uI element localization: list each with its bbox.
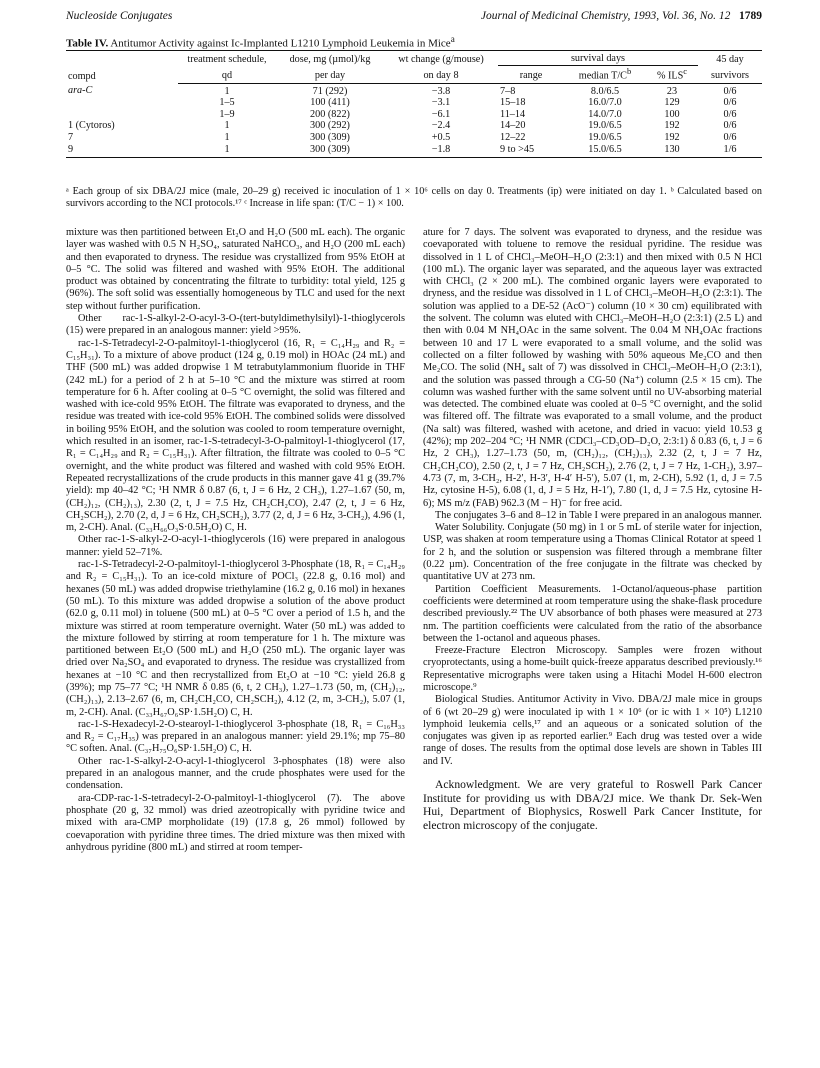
table-row [66,144,762,158]
header-right: Journal of Medicinal Chemistry, 1993, Vol. 36, No. 12 1789 [480,10,762,22]
table-row [66,109,762,121]
cell-dose: 300 (309) [276,144,384,158]
cell-dose: 71 (292) [312,85,348,97]
left-paragraph: mixture was then partitioned between Et₂O and H₂O (500 mL each). The organic layer was washed with 0.5 N H₂SO₄, saturated NaHCO₃, and H₂O (200 mL each) and then evaporated to dryness. The residue was crystallized from 95% EtOH at 0–5 °C. The solid was filtered and washed with 95% EtOH. The additional product was obtained by concentrating the filtrate to turbidity: total yield, 125 g (96%). The soft solid was essentially homogeneous by TLC and used for the next step without further purification. [66,227,405,312]
cell-ils: 23 [666,85,678,97]
cell-range: 7–8 [500,85,516,97]
left-paragraph: Other rac-1-S-alkyl-2-O-acyl-1-thioglycerol 3-phosphates (18) were also prepared in an analogous manner, and the crude phosphates were used for the condensation. [66,755,405,792]
table-row [66,83,762,97]
cell-range: 14–20 [500,120,526,132]
col-schedule-2: qd [178,65,276,83]
cell-median: 15.0/6.5 [564,144,646,158]
right-paragraph: Partition Coefficient Measurements. 1-Octanol/aqueous-phase partition coefficients were determined at room temperature using the shake-flask procedure described previously.²² The UV absorbance of both phases were measured at 273 nm. The partition coefficients were calculated from the ratio of the absorbance between the 1-octanol and aqueous phases. [423,583,762,644]
left-paragraph: rac-1-S-Tetradecyl-2-O-palmitoyl-1-thioglycerol 3-Phosphate (18, R₁ = C₁₄H₂₉ and R₂ = C₁₅H₃₁). To an ice-cold mixture of POCl₃ (22.8 g, 0.16 mol) and hexanes (50 mL) was added dropwise triethylamine (16.2 g, 0.16 mol) in hexanes (50 mL). To this mixture was added dropwise a solution of the above product (62.0 g, 0.11 mol) in toluene (500 mL) at 0–5 °C over a period of 1.5 h, and the mixture was stirred at room temperature overnight. Water (50 mL) was added to the mixture followed by stirring at room temperature for 1 h. The mixture was partitioned between Et₂O (500 mL) and H₂O (250 mL). The organic layer was dried over Na₂SO₄ and evaporated to dryness. The residue was crystallized from hexanes at −10 °C and then recrystallized from Et₂O at −10 °C: yield 26.8 g (39%); mp 75–77 °C; ¹H NMR δ 0.85 (6, t, 2 CH₃), 1.27–1.73 (50, m, (CH₂)₁₂, (CH₂)₁₃), 2.13–2.67 (6, m, CH₂CH₂CO, CH₂SCH₂), 4.12 (2, m, 3-CH₂), 5.07 (1, m, 2-CH). Anal. (C₃₃H₆₇O₆SP·1.5H₂O) C, H. [66,559,405,718]
cell-sched: 1 [178,144,276,158]
cell-wt: −3.8 [431,85,451,97]
cell-ils: 100 [664,108,680,120]
col-survivors-1: 45 day [698,51,762,66]
cell-surv: 1/6 [698,144,762,158]
cell-median: 16.0/7.0 [588,97,622,109]
running-header [66,10,762,22]
table-footnote: ᵃ Each group of six DBA/2J mice (male, 20–29 g) received ic inoculation of 1 × 10⁶ cells on day 0. Treatments (ip) were initiated on day 1. ᵇ Calculated based on survivors according to the NCI protocols.¹⁷ ᶜ Increase in life span: (T/C − 1) × 100. [66,186,762,210]
acknowledgment: Acknowledgment. We are very grateful to Roswell Park Cancer Institute for providing us with DBA/2J mice. We thank Dr. Sek-Wen Hui, Department of Biophysics, Roswell Park Cancer Institute, for electron microscopy of the conjugate. [423,778,762,832]
right-column [423,227,762,832]
cell-compd: 1 (Cytoros) [68,120,115,132]
page-number: 1789 [739,10,762,22]
cell-sched: 1 [224,85,230,97]
left-paragraph: Other rac-1-S-alkyl-2-O-acyl-1-thioglycerols (16) were prepared in analogous manner: yield 52–71%. [66,534,405,558]
col-wt-1: wt change (g/mouse) [384,51,498,66]
col-dose-1: dose, mg (µmol)/kg [276,51,384,66]
cell-range: 15–18 [500,97,526,109]
left-paragraph: rac-1-S-Tetradecyl-2-O-palmitoyl-1-thioglycerol (16, R₁ = C₁₄H₂₉ and R₂ = C₁₅H₃₁). To a mixture of above product (124 g, 0.19 mol) in HOAc (24 mL) and THF (500 mL) was added dropwise 1 M tetrabutylammonium fluoride in THF (242 mL) for a period of 2 h at 5–10 °C and the mixture was stirred at room temperature for 6 h. After cooling at 0–5 °C overnight, the solid was filtered and washed with ice-cold 95% EtOH. The filtrate was evaporated to dryness, and the residue was treated with ice-cold 95% EtOH. The combined solids were dissolved in boiling 95% EtOH, and the solution was cooled to room temperature overnight, which resulted in an isomer, rac-1-S-tetradecyl-3-O-palmitoyl-1-thioglycerol (17, R₁ = C₁₄H₂₉ and R₂ = C₁₅H₃₁). After filtration, the filtrate was cooled to 0–5 °C overnight, and the white product was filtered and washed with cold 95% EtOH. Repeated recrystallizations of the crude products in this manner gave 41 g (39.7% yield): mp 40–42 °C; ¹H NMR δ 0.87 (6, t, J = 6 Hz, 2 CH₃), 1.27–1.67 (50, m, (CH₂)₁₂, (CH₂)₁₃), 2.30 (2, t, J = 7.5 Hz, CH₂CH₂CO), 2.47 (2, t, J = 6 Hz, CH₂SCH₂), 2.70 (2, d, J = 6 Hz, CH₂SCH₂), 3.77 (2, d, J = 6 Hz, 3-CH₂), 4.96 (1, m, 2-CH). Anal. (C₃₃H₆₆O₃S·0.5H₂O) C, H. [66,337,405,534]
table-row [66,120,762,132]
right-paragraph: Freeze-Fracture Electron Microscopy. Samples were frozen without cryoprotectants, using a home-built quick-freeze apparatus described previously.¹⁶ Representative micrographs were taken using a Hitachi Model H-600 electron microscope.⁹ [423,645,762,693]
left-column [66,227,405,854]
cell-range: 12–22 [500,131,526,143]
col-survivors-2: survivors [698,65,762,83]
cell-dose: 100 (411) [310,97,350,109]
table-caption: Antitumor Activity against Ic-Implanted L1210 Lymphoid Leukemia in Mice [110,37,451,50]
cell-compd: 9 [66,144,178,158]
cell-sched: 1 [224,120,230,132]
col-ils: % ILS$^c$ [646,65,698,83]
table-label: Table IV. [66,37,109,50]
cell-median: 19.0/6.5 [588,120,622,132]
col-dose-2: per day [276,65,384,83]
table-title: Table IV. Antitumor Activity against Ic-Implanted L1210 Lymphoid Leukemia in Mice$^a$ [66,34,455,50]
cell-sched: 1 [224,131,230,143]
cell-compd: ara-C [68,85,93,97]
right-paragraph: Biological Studies. Antitumor Activity in Vivo. DBA/2J male mice in groups of 6 (wt 20–29 g) were inoculated ip with 1 × 10⁶ (or ic with 1 × 10⁵) L1210 lymphoid leukemia cells,¹⁷ and an aqueous or a sonicated solution of the conjugates was given ip as reported earlier.⁹ Each drug was tested over a wide range of doses. The results from the optimal dose levels are shown in Tables III and IV. [423,694,762,767]
cell-wt: +0.5 [431,131,451,143]
table-row [66,97,762,109]
cell-ils: 129 [664,97,680,109]
cell-surv: 0/6 [723,120,737,132]
table-body [66,83,762,158]
col-range: range [498,65,564,83]
cell-sched: 1–9 [219,108,235,120]
col-compd: compd [66,51,178,84]
antitumor-table [66,50,762,158]
col-wt-2: on day 8 [384,65,498,83]
cell-wt: −6.1 [431,108,451,120]
right-paragraph: Water Solubility. Conjugate (50 mg) in 1 or 5 mL of sterile water for injection, USP, was shaken at room temperature using a Thomas Clinical Rotator at speed 1 for 2 h, and the solution or suspension was filtered through a membrane filter (0.22 µm). Concentration of the free conjugate in the filtrate was checked by quantitative UV at 273 nm. [423,522,762,583]
right-paragraph: The conjugates 3–6 and 8–12 in Table I were prepared in an analogous manner. [435,509,762,521]
cell-dose: 300 (309) [310,131,350,143]
cell-surv: 0/6 [723,108,737,120]
cell-ils: 192 [664,120,680,132]
cell-ils: 130 [646,144,698,158]
cell-compd: 7 [68,131,74,143]
cell-surv: 0/6 [723,131,737,143]
cell-median: 19.0/6.5 [588,131,622,143]
cell-surv: 0/6 [723,97,737,109]
cell-dose: 300 (292) [310,120,350,132]
cell-dose: 200 (822) [310,108,350,120]
cell-ils: 192 [664,131,680,143]
cell-surv: 0/6 [723,85,737,97]
cell-sched: 1–5 [219,97,235,109]
cell-wt: −2.4 [431,120,451,132]
cell-wt: −1.8 [384,144,498,158]
cell-range: 11–14 [500,108,526,120]
header-left: Nucleoside Conjugates [66,10,173,22]
cell-median: 8.0/6.5 [590,85,620,97]
cell-median: 14.0/7.0 [588,108,622,120]
col-median: median $T/C^b$ [564,65,646,83]
left-paragraph: ara-CDP-rac-1-S-tetradecyl-2-O-palmitoyl-1-thioglycerol (7). The above phosphate (20 g, 32 mmol) was dried azeotropically with pyridine twice and mixed with ara-CMP morpholidate (19) (17.8 g, 26 mmol) followed by coevaporation with pyridine three times. The dried mixture was then mixed with anhydrous pyridine (800 mL) and stirred at room temper- [66,792,405,853]
cell-wt: −3.1 [431,97,451,109]
cell-compd [66,109,178,121]
col-schedule-1: treatment schedule, [178,51,276,66]
cell-range: 9 to >45 [498,144,564,158]
cell-compd [66,97,178,109]
table-row [66,132,762,144]
left-paragraph: Other rac-1-S-alkyl-2-O-acyl-3-O-(tert-butyldimethylsilyl)-1-thioglycerols (15) were prepared in an analogous manner: yield >95%. [66,313,405,337]
col-survival-days: survival days [498,51,698,66]
left-paragraph: rac-1-S-Hexadecyl-2-O-stearoyl-1-thioglycerol 3-phosphate (18, R₁ = C₁₆H₃₃ and R₂ = C₁₇H₃₅) was prepared in an analogous manner: yield 29.1%; mp 75–80 °C soften. Anal. (C₃₇H₇₅O₆SP·1.5H₂O) C, H. [66,718,405,755]
right-paragraph: ature for 7 days. The solvent was evaporated to dryness, and the residue was coevaporated with toluene to remove the residual pyridine. The residue was dissolved in 1 L of CHCl₃–MeOH–H₂O (2:3:1) and then mixed with 0.5 N HCl (100 mL). The organic layer was separated, and the aqueous layer was extracted with CHCl₃ (2 × 200 mL). The combined organic layers were evaporated to dryness, and the residue was dissolved in 1 L of CHCl₃–MeOH–H₂O (2:3:1). The solution was applied to a DE-52 (AcO⁻) column (10 × 30 cm) equilibrated with the solvent. The column was eluted with CHCl₃–MeOH–H₂O (2:3:1) (2.5 L) and then with 0.04 M NH₄OAc in the same solvent. The 0.04 M NH₄OAc fractions between 10 and 17 L were evaporated to a small volume, and the solid was collected on a filter followed by washing with 50% aqueous Me₂CO and then Me₂CO. The solid (NH₄ salt of 7) was dissolved in CHCl₃–MeOH–H₂O (2:3:1), and the solution was passed through a CG-50 (Na⁺) column (2.5 × 15 cm). The column was washed further with the same solvent until no UV-absorbing material was detected. The combined eluate was cooled at 0–5 °C overnight, and the solid was filtered off. The filtrate was evaporated to a small volume, and the product (Na salt) was filtered, washed with acetone, and dried in vacuo: yield 10.53 g (42%); mp 202–204 °C; ¹H NMR (CDCl₃–CD₃OD–D₂O, 2:3:1) δ 0.83 (6, t, J = 6 Hz, 2 CH₃), 1.27–1.73 (50, m, (CH₂)₁₂, (CH₂)₁₃), 2.32 (2, t, J = 7 Hz, CH₂CH₂CO), 2.50 (2, t, J = 7 Hz, CH₂SCH₂), 2.76 (2, t, J = 7 Hz, 1-CH₂), 3.97–4.73 (7, m, 3-CH₂, H-2′, H-3′, H-4′ H-5′), 5.07 (1, m, 2-CH), 5.92 (1, d, J = 7.5 Hz, cytosine H-5), 6.08 (1, d, J = 5 Hz, H-1′), 7.80 (1, d, J = 7.5 Hz, cytosine H-6); MS m/z (FAB) 962.3 (M − H)⁻ for free acid. [423,227,762,509]
